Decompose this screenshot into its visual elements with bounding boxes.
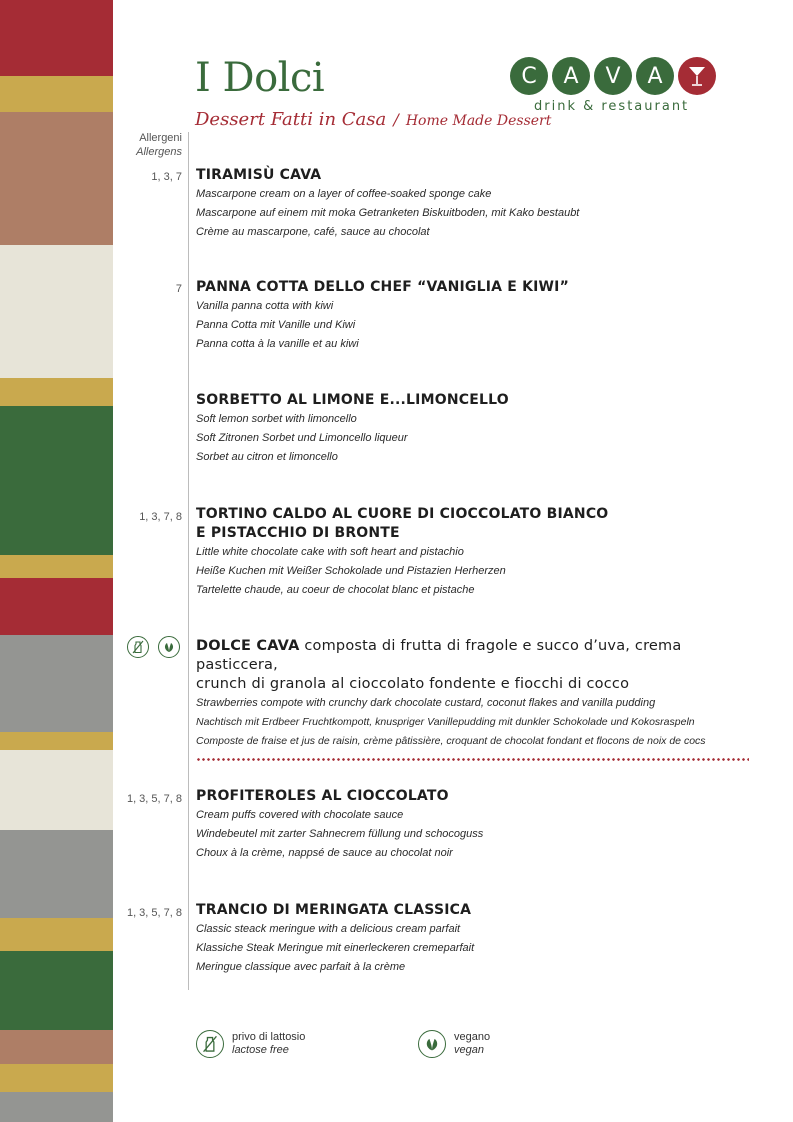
dotted-separator bbox=[196, 758, 749, 761]
menu-item bbox=[196, 391, 753, 467]
dish-name-line2: E PISTACCHIO DI BRONTE bbox=[196, 525, 400, 541]
dish-desc-en: Cream puffs covered with chocolate sauce bbox=[196, 809, 404, 821]
legend-vegan bbox=[418, 1030, 490, 1058]
menu-item bbox=[196, 166, 753, 242]
dish-desc-fr: Crème au mascarpone, café, sauce au chocolat bbox=[196, 226, 430, 238]
stripe bbox=[0, 732, 113, 750]
dish-name: TORTINO CALDO AL CUORE DI CIOCCOLATO BIANCO bbox=[196, 506, 609, 522]
stripe bbox=[0, 245, 113, 378]
dish-desc-de: Soft Zitronen Sorbet und Limoncello liqueur bbox=[196, 432, 408, 444]
menu-item bbox=[196, 637, 753, 751]
dish-name-rest: composta di frutta di fragole e succo d’uva, crema pasticcera, bbox=[196, 638, 682, 673]
dish-desc-fr: Tartelette chaude, au coeur de chocolat blanc et pistache bbox=[196, 584, 475, 596]
stripe bbox=[0, 750, 113, 830]
subtitle-separator: / bbox=[393, 110, 399, 129]
stripe bbox=[0, 406, 113, 555]
subtitle-italian: Dessert Fatti in Casa bbox=[195, 109, 387, 130]
dish-name: TIRAMISÙ CAVA bbox=[196, 167, 322, 183]
stripe bbox=[0, 1064, 113, 1092]
dish-desc-en: Vanilla panna cotta with kiwi bbox=[196, 300, 334, 312]
dish-desc-fr: Panna cotta à la vanille et au kiwi bbox=[196, 338, 359, 350]
stripe bbox=[0, 918, 113, 951]
dish-desc-fr: Choux à la crème, nappsé de sauce au chocolat noir bbox=[196, 847, 453, 859]
allergen-codes: 1, 3, 5, 7, 8 bbox=[126, 793, 182, 805]
subtitle-english: Home Made Dessert bbox=[405, 113, 552, 129]
stripe bbox=[0, 76, 113, 112]
allergens-label-it: Allergeni bbox=[139, 132, 182, 144]
stripe bbox=[0, 0, 113, 76]
dish-name-line2: crunch di granola al cioccolato fondente e fiocchi di cocco bbox=[196, 676, 630, 692]
stripe bbox=[0, 1030, 113, 1064]
dish-desc-de: Heiße Kuchen mit Weißer Schokolade und Pistazien Herherzen bbox=[196, 565, 506, 577]
dish-desc-fr: Sorbet au citron et limoncello bbox=[196, 451, 338, 463]
logo-letter: C bbox=[510, 57, 548, 95]
dish-desc-en: Soft lemon sorbet with limoncello bbox=[196, 413, 357, 425]
allergen-codes: 1, 3, 5, 7, 8 bbox=[126, 907, 182, 919]
color-stripes bbox=[0, 0, 113, 1122]
legend-label-en: lactose free bbox=[232, 1044, 289, 1056]
stripe bbox=[0, 1092, 113, 1122]
cocktail-glass-icon bbox=[678, 57, 716, 95]
stripe bbox=[0, 951, 113, 1030]
stripe bbox=[0, 555, 113, 578]
dish-desc-de: Nachtisch mit Erdbeer Fruchtkompott, knuspriger Vanillepudding mit dunkler Schokolade und Kokosraspeln bbox=[196, 716, 695, 728]
dish-name-bold: DOLCE CAVA bbox=[196, 638, 300, 654]
dish-desc-fr: Composte de fraise et jus de raisin, crème pâtissière, croquant de chocolat fondant et flocons de noix de cocs bbox=[196, 735, 706, 747]
legend-label-en: vegan bbox=[454, 1044, 484, 1056]
stripe bbox=[0, 635, 113, 732]
logo-letter: A bbox=[636, 57, 674, 95]
dish-desc-fr: Meringue classique avec parfait à la crème bbox=[196, 961, 406, 973]
legend-label-it: vegano bbox=[454, 1031, 491, 1043]
allergens-column-header bbox=[136, 131, 182, 159]
vegan-leaf-icon bbox=[158, 636, 180, 658]
menu-item bbox=[196, 901, 753, 977]
stripe bbox=[0, 578, 113, 635]
allergen-codes: 7 bbox=[175, 283, 182, 295]
dish-desc-de: Windebeutel mit zarter Sahnecrem füllung und schocoguss bbox=[196, 828, 484, 840]
menu-item bbox=[196, 505, 753, 600]
stripe bbox=[0, 112, 113, 245]
page-subtitle bbox=[195, 108, 551, 133]
dish-name bbox=[196, 637, 753, 675]
dish-desc-de: Klassiche Steak Meringue mit einerleckeren cremeparfait bbox=[196, 942, 475, 954]
stripe bbox=[0, 378, 113, 406]
dish-name: PANNA COTTA DELLO CHEF “VANIGLIA E KIWI” bbox=[196, 279, 569, 295]
menu-item bbox=[196, 787, 753, 863]
allergen-codes: 1, 3, 7 bbox=[151, 171, 182, 183]
dish-name: PROFITEROLES AL CIOCCOLATO bbox=[196, 788, 449, 804]
dish-desc-en: Mascarpone cream on a layer of coffee-soaked sponge cake bbox=[196, 188, 492, 200]
dish-desc-en: Little white chocolate cake with soft heart and pistachio bbox=[196, 546, 464, 558]
allergen-codes: 1, 3, 7, 8 bbox=[139, 511, 182, 523]
logo-letter: V bbox=[594, 57, 632, 95]
lactose-free-icon bbox=[196, 1030, 224, 1058]
restaurant-logo bbox=[510, 57, 720, 117]
dish-name: TRANCIO DI MERINGATA CLASSICA bbox=[196, 902, 472, 918]
column-divider bbox=[188, 132, 189, 990]
logo-tagline: drink & restaurant bbox=[534, 99, 690, 114]
stripe bbox=[0, 830, 113, 918]
allergens-label-en: Allergens bbox=[136, 146, 182, 158]
legend-lactose-free bbox=[196, 1030, 305, 1058]
page-title: I Dolci bbox=[195, 55, 325, 101]
dish-desc-de: Panna Cotta mit Vanille und Kiwi bbox=[196, 319, 356, 331]
legend-label-it: privo di lattosio bbox=[232, 1031, 306, 1043]
logo-letter: A bbox=[552, 57, 590, 95]
menu-item bbox=[196, 278, 753, 354]
lactose-free-icon bbox=[127, 636, 149, 658]
dish-name: SORBETTO AL LIMONE E...LIMONCELLO bbox=[196, 392, 509, 408]
dish-desc-en: Strawberries compote with crunchy dark chocolate custard, coconut flakes and vanilla pudding bbox=[196, 697, 656, 709]
dish-desc-en: Classic steack meringue with a delicious cream parfait bbox=[196, 923, 461, 935]
vegan-leaf-icon bbox=[418, 1030, 446, 1058]
dish-desc-de: Mascarpone auf einem mit moka Getranketen Biskuitboden, mit Kako bestaubt bbox=[196, 207, 580, 219]
